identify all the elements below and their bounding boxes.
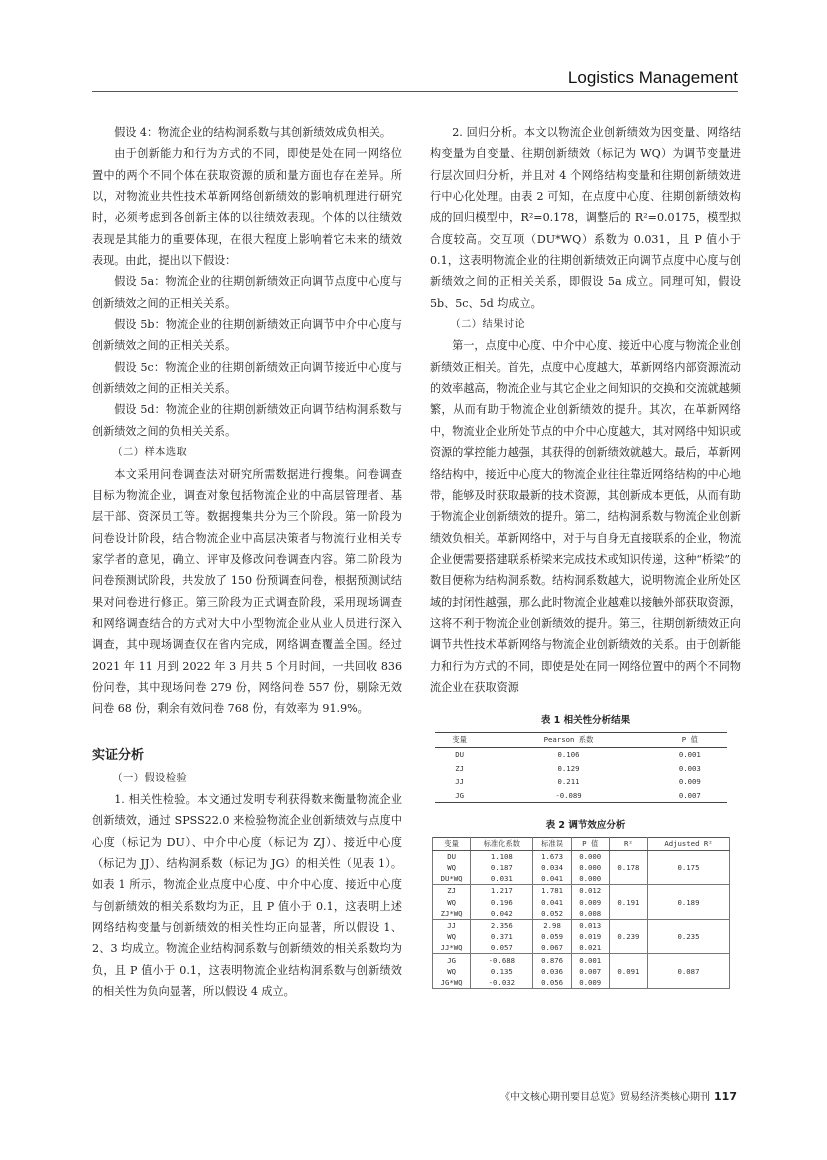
table2-cell: 0.000 — [571, 850, 609, 862]
paragraph-regression: 2. 回归分析。本文以物流企业创新绩效为因变量、网络结构变量为自变量、往期创新绩效（标记为 WQ）为调节变量进行层次回归分析，并且对 4 个网络结构变量和往期创新绩效进行中心化处理。由表 2 可知，在点度中心度、往期创新绩效构成的回归模型中，R²=0.178，调整后的 R²=0.0175，模型拟合度较高。交互项（DU*WQ）系数为 0.031，且 P 值小于 0.1，这表明物流企业的往期创新绩效正向调节点度中心度与创新绩效之间的正相关关系，即假设 5a 成立。同理可知，假设 5b、5c、5d 均成立。 — [430, 126, 741, 310]
table1-header-cell: P 值 — [653, 733, 727, 748]
table-row — [433, 885, 730, 897]
table2-cell: 2.356 — [471, 919, 533, 931]
hypothesis-4: 假设 4：物流企业的结构洞系数与其创新绩效成负相关。 — [114, 126, 392, 139]
table2-cell: DU*WQ — [433, 873, 471, 885]
table2-cell: 0.021 — [571, 942, 609, 954]
table-row — [435, 747, 727, 761]
table2-cell: 0.012 — [571, 885, 609, 897]
page-footer — [500, 1088, 737, 1103]
paragraph-correlation: 1. 相关性检验。本文通过发明专利获得数来衡量物流企业创新绩效，通过 SPSS22.0 来检验物流企业创新绩效与点度中心度（标记为 DU）、中介中心度（标记为 ZJ）、接近中心度（标记为 JJ）、结构洞系数（标记为 JG）的相关性（见表 1）。如表 1 所示，物流企业点度中心度、中介中心度、接近中心度与创新绩效的相关系数均为正，且 P 值小于 0.1，这表明上述网络结构变量与创新绩效的相关性均正向显著，所以假设 1、2、3 均成立。物流企业结构洞系数与创新绩效的相关系数均为负，且 P 值小于 0.1，这表明物流企业结构洞系数与创新绩效的相关性为负向显著，所以假设 4 成立。 — [92, 792, 402, 999]
r-squared-cell: 0.191 — [609, 885, 647, 920]
table1-cell: 0.211 — [557, 777, 580, 787]
subheading-sample: （二）样本选取 — [112, 447, 188, 459]
table2-caption: 表 2 调节效应分析 — [545, 819, 626, 831]
subheading-hypothesis-test: （一）假设检验 — [112, 772, 188, 784]
table2-cell: 1.217 — [471, 885, 533, 897]
table1-cell: JJ — [455, 777, 465, 787]
table2-cell: 0.056 — [533, 977, 571, 989]
header-rule — [92, 91, 738, 92]
page-number: 117 — [714, 1090, 737, 1103]
table2-header-cell: 标准化系数 — [471, 837, 533, 850]
table-row — [433, 954, 730, 966]
table2-cell: 0.057 — [471, 942, 533, 954]
table2-cell: WQ — [433, 897, 471, 908]
table2-cell: 2.98 — [533, 919, 571, 931]
table2-cell: WQ — [433, 931, 471, 942]
footer-journal: 《中文核心期刊要目总览》贸易经济类核心期刊 — [500, 1092, 711, 1103]
table2-header-cell: 变量 — [433, 837, 471, 850]
right-column — [430, 122, 741, 989]
hypothesis-5a: 假设 5a：物流企业的往期创新绩效正向调节点度中心度与创新绩效之间的正相关关系。 — [92, 275, 402, 310]
page-header — [92, 66, 738, 92]
table2-cell: 0.371 — [471, 931, 533, 942]
table2-cell: 0.009 — [571, 897, 609, 908]
table2-cell: 0.187 — [471, 862, 533, 873]
r-squared-cell: 0.091 — [609, 954, 647, 989]
hypothesis-5c: 假设 5c：物流企业的往期创新绩效正向调节接近中心度与创新绩效之间的正相关关系。 — [92, 360, 402, 396]
table-row — [435, 761, 727, 775]
table2-cell: 0.000 — [571, 873, 609, 885]
table2-cell: 0.009 — [571, 977, 609, 989]
table2-cell: DU — [433, 850, 471, 862]
table2-cell: WQ — [433, 966, 471, 977]
table2-cell: 0.034 — [533, 862, 571, 873]
paragraph-discussion: 第一，点度中心度、中介中心度、接近中心度与物流企业创新绩效正相关。首先，点度中心度越大，革新网络内部资源流动的效率越高，物流企业与其它企业之间知识的交换和交流就越频繁，从而有助于物流企业创新绩效的提升。其次，在革新网络中，物流业企业所处节点的中介中心度越大，其对网络中知识或资源的掌控能力越强，其获得的创新绩效就越大。最后，革新网络结构中，接近中心度大的物流企业往往靠近网络结构的中心地带，能够及时获取最新的技术资源，其创新成本更低，从而有助于物流企业创新绩效的提升。第二，结构洞系数与物流企业创新绩效负相关。革新网络中，对于与自身无直接联系的企业，物流企业便需要搭建联系桥梁来完成技术或知识传递，这种“桥梁”的数目便称为结构洞系数。结构洞系数越大，说明物流企业所处区域的封闭性越强，那么此时物流企业越难以接触外部获取资源，这将不利于物流企业创新绩效的提升。第三，往期创新绩效正向调节共性技术革新网络与物流企业创新绩效的关系。由于创新能力和行为方式的不同，即使是处在同一网络位置中的两个不同物流企业在获取资源 — [430, 339, 741, 694]
table1-cell: -0.089 — [484, 788, 652, 802]
table2-cell: JJ*WQ — [433, 942, 471, 954]
table1-header-cell: 变量 — [435, 733, 484, 748]
table2-cell: 0.008 — [571, 908, 609, 920]
table1-cell: 0.009 — [678, 777, 701, 787]
table2-cell: JG*WQ — [433, 977, 471, 989]
table2-cell: 0.059 — [533, 931, 571, 942]
table2-cell: 0.052 — [533, 908, 571, 920]
table-correlation — [435, 732, 727, 803]
table2-header-cell: 标准误 — [533, 837, 571, 850]
table2-cell: 0.067 — [533, 942, 571, 954]
table-row — [433, 850, 730, 862]
adjusted-r-squared-cell: 0.189 — [647, 885, 729, 920]
table2-cell: 0.019 — [571, 931, 609, 942]
table1-header-cell: Pearson 系数 — [484, 733, 652, 748]
table2-cell: ZJ*WQ — [433, 908, 471, 920]
paragraph-past-performance: 由于创新能力和行为方式的不同，即使是处在同一网络位置中的两个不同个体在获取资源的质和量方面也存在差异。所以，对物流业共性技术革新网络创新绩效的影响机理进行研究时，必须考虑到各创新主体的以往绩效表现。个体的以往绩效表现是其能力的重要体现，在很大程度上影响着它未来的绩效表现。由此，提出以下假设： — [92, 147, 402, 268]
table2-cell: JG — [433, 954, 471, 966]
table1-caption: 表 1 相关性分析结果 — [540, 715, 631, 727]
table2-header-cell: P 值 — [571, 837, 609, 850]
table2-header-cell: R² — [609, 837, 647, 850]
table2-cell: WQ — [433, 862, 471, 873]
table1-cell: 0.007 — [653, 788, 727, 802]
table2-cell: 1.781 — [533, 885, 571, 897]
section-heading-empirical: 实证分析 — [92, 747, 145, 763]
table2-cell: -0.032 — [471, 977, 533, 989]
table1-cell: ZJ — [455, 763, 465, 773]
subheading-discussion: （二）结果讨论 — [450, 319, 526, 331]
table1-cell: DU — [455, 750, 465, 760]
adjusted-r-squared-cell: 0.235 — [647, 919, 729, 954]
table2-cell: 0.013 — [571, 919, 609, 931]
r-squared-cell: 0.239 — [609, 919, 647, 954]
paragraph-sample: 本文采用问卷调查法对研究所需数据进行搜集。问卷调查目标为物流企业，调查对象包括物流企业的中高层管理者、基层干部、资深员工等。数据搜集共分为三个阶段。第一阶段为问卷设计阶段，结合物流企业中高层决策者与物流行业相关专家学者的意见，确立、评审及修改问卷调查内容。第二阶段为问卷预测试阶段，共发放了 150 份预调查问卷，根据预测试结果对问卷进行修正。第三阶段为正式调查阶段，采用现场调查和网络调查结合的方式对大中小型物流企业从业人员进行深入调查，其中现场调查仅在省内完成，网络调查覆盖全国。经过 2021 年 11 月到 2022 年 3 月共 5 个月时间，一共回收 836 份问卷，其中现场问卷 279 份，网络问卷 557 份，剔除无效问卷 68 份，剩余有效问卷 768 份，有效率为 91.9%。 — [92, 467, 402, 716]
table2-cell: 0.041 — [533, 897, 571, 908]
table-row — [435, 775, 727, 789]
table1-cell: 0.003 — [678, 763, 701, 773]
table2-cell: 0.036 — [533, 966, 571, 977]
table2-cell: 0.007 — [571, 966, 609, 977]
table2-cell: 0.876 — [533, 954, 571, 966]
table2-cell: 0.135 — [471, 966, 533, 977]
table1-cell: 0.001 — [678, 750, 701, 760]
table-moderation — [432, 837, 730, 989]
table1-cell: 0.106 — [557, 750, 580, 760]
table2-cell: 1.108 — [471, 850, 533, 862]
table2-cell: 0.196 — [471, 897, 533, 908]
table2-cell: 0.001 — [571, 954, 609, 966]
table2-cell: -0.688 — [471, 954, 533, 966]
left-column — [92, 122, 402, 1002]
table2-cell: 1.673 — [533, 850, 571, 862]
journal-title: Logistics Management — [567, 68, 738, 87]
adjusted-r-squared-cell: 0.175 — [647, 850, 729, 885]
hypothesis-5b: 假设 5b：物流企业的往期创新绩效正向调节中介中心度与创新绩效之间的正相关关系。 — [92, 318, 402, 353]
table-row — [433, 919, 730, 931]
hypothesis-5d: 假设 5d：物流企业的往期创新绩效正向调节结构洞系数与创新绩效之间的负相关关系。 — [92, 403, 402, 438]
table2-cell: 0.000 — [571, 862, 609, 873]
r-squared-cell: 0.178 — [609, 850, 647, 885]
table2-cell: 0.042 — [471, 908, 533, 920]
table2-cell: JJ — [433, 919, 471, 931]
table1-cell: JG — [435, 788, 484, 802]
table2-header-cell: Adjusted R² — [647, 837, 729, 850]
table2-cell: 0.041 — [533, 873, 571, 885]
table-row — [435, 788, 727, 802]
table1-cell: 0.129 — [557, 763, 580, 773]
table2-cell: 0.031 — [471, 873, 533, 885]
adjusted-r-squared-cell: 0.087 — [647, 954, 729, 989]
table2-cell: ZJ — [433, 885, 471, 897]
